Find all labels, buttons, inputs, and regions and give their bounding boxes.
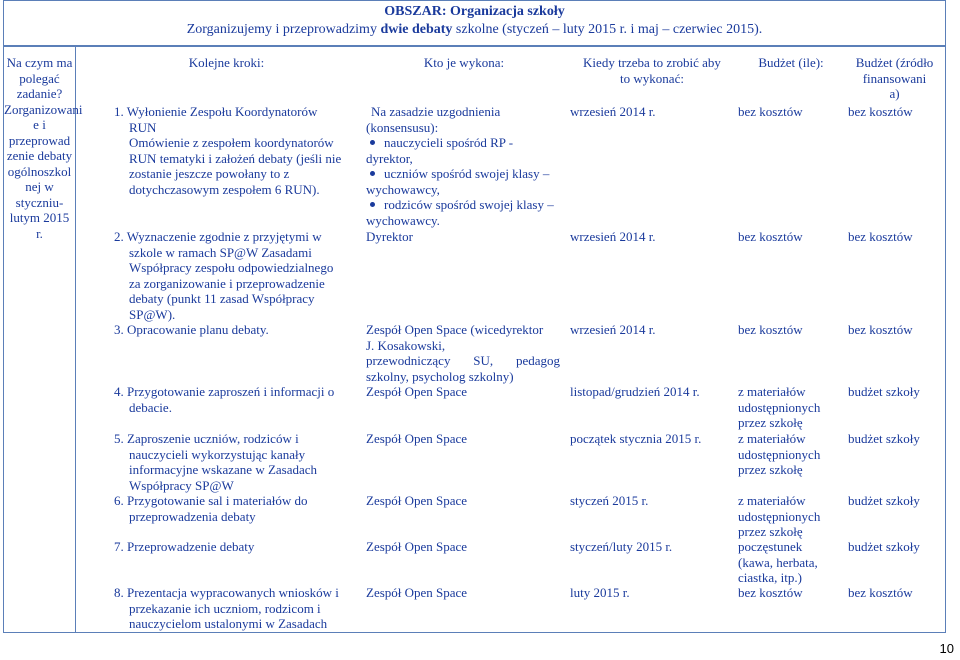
area-header [3, 0, 946, 46]
area-title: OBSZAR: Organizacja szkoły [384, 4, 565, 19]
subtitle-text-end: szkolne (styczeń – luty 2015 r. i maj – czerwiec 2015). [452, 22, 763, 37]
who-list-item: nauczycieli spośród RP - [366, 135, 566, 151]
source-5: budżet szkoły [848, 431, 920, 446]
who-1: Na zasadzie uzgodnienia (konsensusu): nauczycieli spośród RP - dyrektor, uczniów spośród swojej klasy – wychowawcy, rodziców spośród swojej klasy – wychowawcy. [366, 104, 566, 228]
step-4: 4. Przygotowanie zaproszeń i informacji o debacie. [114, 384, 335, 415]
when-7: styczeń/luty 2015 r. [570, 539, 673, 554]
step-7: 7. Przeprowadzenie debaty [114, 539, 255, 554]
budget-3: bez kosztów [738, 322, 803, 337]
source-6: budżet szkoły [848, 493, 920, 508]
when-4: listopad/grudzień 2014 r. [570, 384, 700, 399]
who-list-item: uczniów spośród swojej klasy – [366, 166, 566, 182]
budget-6: z materiałów udostępnionych przez szkołę [738, 493, 821, 539]
source-3: bez kosztów [848, 322, 913, 337]
who-2: Dyrektor [366, 229, 413, 244]
task-question-column [4, 47, 83, 632]
page-number: 10 [939, 640, 954, 656]
area-subtitle [4, 21, 945, 38]
column-header-who: Kto je wykona: [423, 55, 505, 70]
task-answer: Zorganizowani e i przeprowad zenie debaty ogólnoszkol nej w styczniu- lutym 2015 r. [4, 101, 83, 241]
budget-2: bez kosztów [738, 229, 803, 244]
task-table [3, 46, 946, 633]
when-5: początek stycznia 2015 r. [570, 431, 702, 446]
budget-8: bez kosztów [738, 585, 803, 600]
budget-7: poczęstunek (kawa, herbata, ciastka, itp.) [738, 539, 818, 585]
when-1: wrzesień 2014 r. [570, 104, 656, 119]
when-8: luty 2015 r. [570, 585, 630, 600]
task-question: Na czym ma polegać zadanie? [6, 55, 73, 101]
column-header-budget: Budżet (ile): [758, 55, 824, 70]
source-4: budżet szkoły [848, 384, 920, 399]
who-6: Zespół Open Space [366, 493, 468, 508]
subtitle-text: Zorganizujemy i przeprowadzimy [186, 22, 381, 37]
column-header-when: Kiedy trzeba to zrobić aby to wykonać: [583, 55, 721, 86]
budget-4: z materiałów udostępnionych przez szkołę [738, 384, 821, 430]
source-2: bez kosztów [848, 229, 913, 244]
budget-5: z materiałów udostępnionych przez szkołę [738, 431, 821, 477]
step-1: 1. Wyłonienie Zespołu Koordynatorów RUN Omówienie z zespołem koordynatorów RUN tematyki i założeń debaty (jeśli nie zostanie jeszcze powołany to z dotychczasowym zespołem 6 RUN). [114, 104, 342, 197]
step-8: 8. Prezentacja wypracowanych wniosków i przekazanie ich uczniom, rodzicom i nauczycielom ustalonymi w Zasadach [114, 585, 339, 631]
who-5: Zespół Open Space [366, 431, 468, 446]
source-1: bez kosztów [848, 104, 913, 119]
who-3: Zespół Open Space (wicedyrektor J. Kosakowski, przewodniczący SU, pedagog szkolny, psycholog szkolny) [366, 322, 560, 384]
who-list-item: rodziców spośród swojej klasy – [366, 197, 566, 213]
subtitle-bold-text: dwie debaty [380, 22, 453, 37]
step-2: 2. Wyznaczenie zgodnie z przyjętymi w szkole w ramach SP@W Zasadami Współpracy zespołu odpowiedzialnego za zorganizowanie i przeprowadzenie debaty (punkt 11 zasad Współpracy SP@W). [114, 229, 334, 322]
who-8: Zespół Open Space [366, 585, 468, 600]
step-5: 5. Zaproszenie uczniów, rodziców i nauczycieli wykorzystując kanały informacyjne wskazane w Zasadach Współpracy SP@W [114, 431, 318, 493]
column-header-source: Budżet (źródło finansowani a) [855, 55, 934, 101]
step-6: 6. Przygotowanie sal i materiałów do przeprowadzenia debaty [114, 493, 308, 524]
source-7: budżet szkoły [848, 539, 920, 554]
who-7: Zespół Open Space [366, 539, 468, 554]
source-8: bez kosztów [848, 585, 913, 600]
budget-1: bez kosztów [738, 104, 803, 119]
who-4: Zespół Open Space [366, 384, 468, 399]
when-3: wrzesień 2014 r. [570, 322, 656, 337]
step-3: 3. Opracowanie planu debaty. [114, 322, 269, 337]
when-2: wrzesień 2014 r. [570, 229, 656, 244]
when-6: styczeń 2015 r. [570, 493, 649, 508]
column-header-steps: Kolejne kroki: [188, 55, 265, 70]
